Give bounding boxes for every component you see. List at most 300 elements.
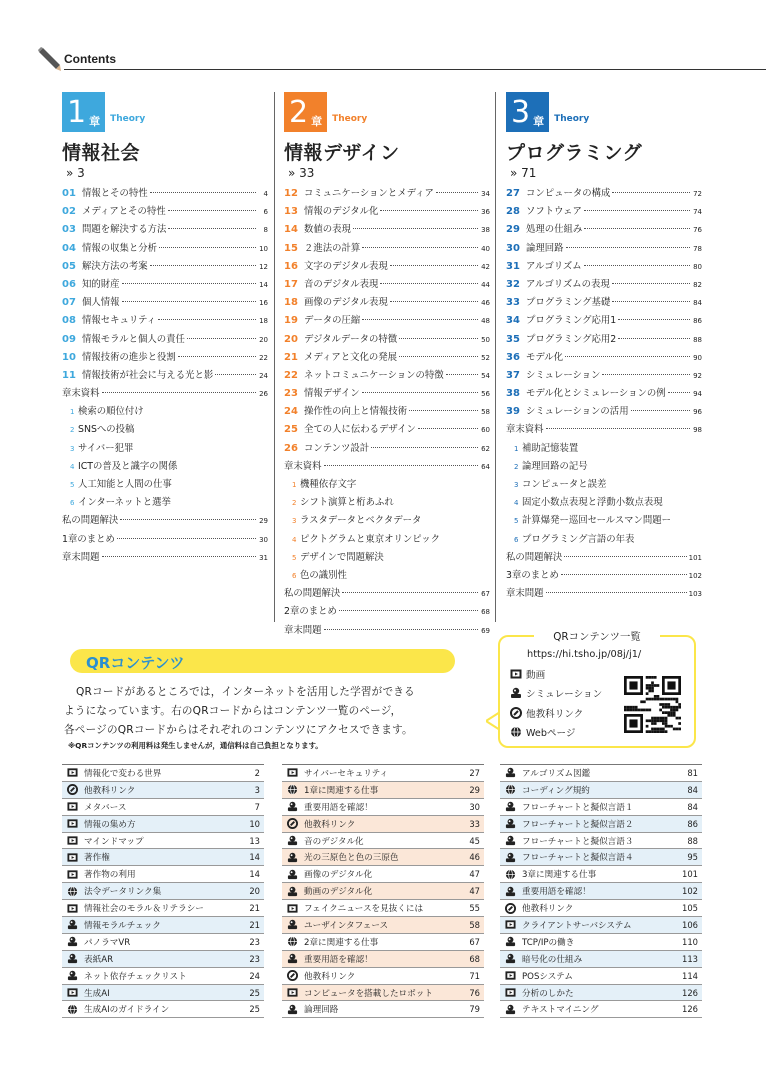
toc-item[interactable] bbox=[506, 349, 702, 367]
qr-table-row[interactable] bbox=[62, 782, 264, 799]
chapter-suffix: 章 bbox=[311, 115, 323, 128]
toc-item[interactable] bbox=[506, 331, 702, 349]
toc-item-page: 50 bbox=[481, 335, 490, 344]
toc-item-title: 問題を解決する方法 bbox=[82, 224, 167, 236]
toc-item[interactable] bbox=[284, 240, 490, 258]
toc-item-page: 42 bbox=[481, 262, 490, 271]
toc-item-number: 29 bbox=[506, 224, 520, 236]
theory-label: Theory bbox=[554, 114, 590, 124]
toc-item-page: 10 bbox=[259, 244, 268, 253]
qr-table-row[interactable] bbox=[282, 866, 484, 883]
toc-item-number: 17 bbox=[284, 278, 298, 290]
toc-item-title: モデル化 bbox=[526, 351, 564, 363]
toc-item-title: 情報セキュリティ bbox=[82, 315, 157, 327]
toc-item-page: 16 bbox=[259, 299, 268, 308]
leader-dots bbox=[546, 592, 687, 593]
toc-item-number: 33 bbox=[506, 297, 520, 309]
video-icon bbox=[286, 987, 299, 998]
qr-item-page: 21 bbox=[249, 919, 260, 930]
qr-item-page: 13 bbox=[249, 835, 260, 846]
toc-item-title: プログラミング応用2 bbox=[526, 333, 617, 345]
qr-description bbox=[64, 683, 484, 740]
qr-table-row[interactable] bbox=[62, 816, 264, 833]
leader-dots bbox=[409, 410, 478, 411]
toc-item-page: 34 bbox=[481, 190, 490, 198]
toc-item[interactable] bbox=[62, 203, 268, 221]
qr-note: ※QRコンテンツの利用料は発生しませんが，通信料は自己負担となります。 bbox=[68, 741, 323, 750]
toc-item-title: アルゴリズム bbox=[526, 260, 582, 272]
toc-item-number: 36 bbox=[506, 351, 520, 363]
qr-code-image[interactable] bbox=[624, 676, 681, 733]
toc-item-page: 84 bbox=[693, 299, 702, 308]
toc-item-title: ネットコミュニケーションの特徴 bbox=[304, 369, 444, 381]
web-icon bbox=[286, 936, 299, 947]
qr-item-name: ユーザインタフェース bbox=[304, 920, 389, 931]
leader-dots bbox=[566, 247, 690, 248]
qr-table-row[interactable] bbox=[500, 985, 702, 1002]
qr-item-name: クライアントサーバシステム bbox=[522, 920, 632, 931]
leader-dots bbox=[390, 301, 478, 302]
qr-item-page: 33 bbox=[469, 818, 480, 829]
leader-dots bbox=[159, 247, 256, 248]
toc-item[interactable] bbox=[506, 185, 702, 203]
toc-sub-title: 検索の順位付け bbox=[78, 406, 144, 418]
toc-sub-item[interactable] bbox=[62, 440, 268, 458]
qr-table-row[interactable] bbox=[500, 849, 702, 866]
toc-item[interactable] bbox=[62, 312, 268, 330]
toc-item-number: 06 bbox=[62, 278, 76, 290]
toc-tail-item[interactable] bbox=[284, 585, 490, 603]
qr-item-page: 126 bbox=[682, 1004, 698, 1015]
toc-tail-page: 103 bbox=[688, 590, 702, 599]
video-icon bbox=[66, 818, 79, 829]
qr-item-page: 105 bbox=[682, 903, 698, 914]
qr-item-page: 25 bbox=[249, 987, 260, 998]
leader-dots bbox=[371, 447, 478, 448]
qr-item-page: 29 bbox=[469, 784, 480, 795]
qr-item-name: 法令データリンク集 bbox=[84, 887, 162, 898]
toc-sub-item[interactable] bbox=[62, 476, 268, 494]
leader-dots bbox=[122, 283, 256, 284]
qr-table-row[interactable] bbox=[282, 765, 484, 782]
toc-materials-page: 64 bbox=[481, 462, 490, 471]
toc-materials[interactable] bbox=[62, 385, 268, 403]
toc-sub-item[interactable] bbox=[284, 531, 490, 549]
leader-dots bbox=[584, 265, 690, 266]
toc-tail-item[interactable] bbox=[62, 549, 268, 567]
toc-sub-number: 4 bbox=[292, 535, 297, 544]
qr-item-page: 102 bbox=[682, 886, 698, 897]
toc-item[interactable] bbox=[62, 276, 268, 294]
simulation-icon bbox=[286, 953, 299, 964]
toc-sub-number: 4 bbox=[70, 462, 75, 471]
toc-tail-item[interactable] bbox=[284, 603, 490, 621]
toc-sub-title: プログラミング言語の年表 bbox=[522, 533, 635, 545]
qr-item-page: 79 bbox=[469, 1004, 480, 1015]
toc-item[interactable] bbox=[284, 440, 490, 458]
leader-dots bbox=[612, 283, 690, 284]
qr-table-row[interactable] bbox=[500, 816, 702, 833]
qr-item-page: 2 bbox=[254, 767, 260, 778]
qr-table-row[interactable] bbox=[500, 782, 702, 799]
qr-table-row[interactable] bbox=[282, 816, 484, 833]
qr-item-name: 情報社会のモラル＆リテラシー bbox=[84, 904, 204, 915]
header-rule bbox=[64, 69, 766, 70]
leader-dots bbox=[215, 374, 256, 375]
simulation-icon bbox=[286, 835, 299, 846]
qr-table-row[interactable] bbox=[282, 934, 484, 951]
toc-tail-item[interactable] bbox=[506, 549, 702, 567]
toc-item[interactable] bbox=[62, 331, 268, 349]
qr-item-page: 20 bbox=[249, 886, 260, 897]
qr-item-name: 重要用語を確認！ bbox=[522, 887, 591, 898]
toc-sub-title: 論理回路の記号 bbox=[522, 460, 588, 472]
toc-item[interactable] bbox=[506, 240, 702, 258]
qr-table-row[interactable] bbox=[500, 866, 702, 883]
qr-item-page: 7 bbox=[254, 801, 260, 812]
chapter-badge bbox=[62, 92, 268, 132]
qr-item-name: 情報化で変わる世界 bbox=[84, 768, 162, 779]
qr-item-page: 67 bbox=[469, 936, 480, 947]
toc-sub-item[interactable] bbox=[506, 440, 702, 458]
toc-sub-item[interactable] bbox=[62, 494, 268, 512]
legend-item bbox=[510, 703, 602, 723]
qr-table-row[interactable] bbox=[62, 849, 264, 866]
toc-item-number: 10 bbox=[62, 351, 76, 363]
toc-item-page: 62 bbox=[481, 444, 490, 453]
qr-table-row[interactable] bbox=[282, 968, 484, 985]
qr-item-name: 音のデジタル化 bbox=[304, 836, 364, 847]
toc-materials-title: 章末資料 bbox=[284, 460, 322, 472]
qr-table-row[interactable] bbox=[282, 883, 484, 900]
qr-table-row[interactable] bbox=[62, 799, 264, 816]
qr-item-name: コンピュータを搭載したロボット bbox=[304, 988, 433, 999]
simulation-icon bbox=[510, 687, 522, 699]
toc-item-number: 20 bbox=[284, 333, 298, 345]
qr-table-row[interactable] bbox=[282, 849, 484, 866]
toc-item-page: 6 bbox=[263, 208, 268, 217]
qr-table-row[interactable] bbox=[500, 799, 702, 816]
toc-item[interactable] bbox=[506, 203, 702, 221]
toc-sub-item[interactable] bbox=[506, 494, 702, 512]
toc-tail-page: 67 bbox=[481, 590, 490, 599]
qr-table-row[interactable] bbox=[500, 900, 702, 917]
qr-table-row[interactable] bbox=[62, 765, 264, 782]
toc-sub-item[interactable] bbox=[506, 512, 702, 530]
toc-item-page: 40 bbox=[481, 244, 490, 253]
video-icon bbox=[286, 767, 299, 778]
leader-dots bbox=[362, 392, 478, 393]
qr-item-page: 47 bbox=[469, 869, 480, 880]
qr-item-name: ネット依存チェックリスト bbox=[84, 971, 187, 982]
toc-item[interactable] bbox=[506, 367, 702, 385]
simulation-icon bbox=[286, 852, 299, 863]
toc-item[interactable] bbox=[284, 203, 490, 221]
qr-table-row[interactable] bbox=[62, 883, 264, 900]
leader-dots bbox=[564, 556, 686, 557]
toc-sub-title: インターネットと選挙 bbox=[78, 497, 171, 509]
toc-item-title: 解決方法の考案 bbox=[82, 260, 148, 272]
toc-item[interactable] bbox=[284, 294, 490, 312]
qr-table-row[interactable] bbox=[282, 833, 484, 850]
toc-item-number: 22 bbox=[284, 369, 298, 381]
toc-item[interactable] bbox=[284, 258, 490, 276]
toc-item-page: 76 bbox=[693, 226, 702, 235]
toc-item[interactable] bbox=[284, 185, 490, 203]
simulation-icon bbox=[504, 936, 517, 947]
toc-item[interactable] bbox=[62, 221, 268, 239]
toc-tail-item[interactable] bbox=[506, 567, 702, 585]
qr-url[interactable]: https://hi.tsho.jp/08j/j1/ bbox=[527, 649, 642, 660]
toc-tail-title: 2章のまとめ bbox=[284, 606, 337, 618]
qr-item-name: 他教科リンク bbox=[522, 904, 574, 915]
toc-item-page: 48 bbox=[481, 317, 490, 326]
leader-dots bbox=[436, 192, 478, 193]
qr-item-page: 14 bbox=[249, 869, 260, 880]
qr-item-page: 84 bbox=[687, 801, 698, 812]
leader-dots bbox=[362, 247, 478, 248]
link-icon bbox=[510, 707, 522, 719]
toc-item-number: 15 bbox=[284, 242, 298, 254]
qr-table-row[interactable] bbox=[500, 934, 702, 951]
toc-item-number: 30 bbox=[506, 242, 520, 254]
qr-item-page: 25 bbox=[249, 1004, 260, 1015]
qr-item-page: 24 bbox=[249, 970, 260, 981]
toc-item[interactable] bbox=[506, 312, 702, 330]
simulation-icon bbox=[504, 886, 517, 897]
qr-table-row[interactable] bbox=[62, 985, 264, 1002]
qr-item-page: 68 bbox=[469, 953, 480, 964]
toc-item[interactable] bbox=[62, 258, 268, 276]
chapter-title: プログラミング bbox=[506, 142, 643, 164]
chapter-start-page: » 71 bbox=[510, 166, 537, 180]
qr-item-page: 30 bbox=[469, 801, 480, 812]
leader-dots bbox=[612, 192, 690, 193]
toc-sub-item[interactable] bbox=[284, 476, 490, 494]
toc-sub-number: 2 bbox=[514, 462, 519, 471]
qr-table-row[interactable] bbox=[500, 917, 702, 934]
column-divider bbox=[495, 92, 496, 622]
qr-item-page: 71 bbox=[469, 970, 480, 981]
legend-label: Webページ bbox=[526, 728, 576, 740]
toc-item[interactable] bbox=[284, 349, 490, 367]
toc-item-title: 情報の収集と分析 bbox=[82, 242, 158, 254]
qr-table-row[interactable] bbox=[500, 833, 702, 850]
toc-item[interactable] bbox=[506, 385, 702, 403]
qr-table-row[interactable] bbox=[282, 985, 484, 1002]
simulation-icon bbox=[66, 919, 79, 930]
toc-tail-title: 私の問題解決 bbox=[284, 588, 341, 600]
toc-item-title: 論理回路 bbox=[526, 242, 564, 254]
leader-dots bbox=[150, 265, 256, 266]
toc-sub-title: 機種依存文字 bbox=[300, 479, 357, 490]
qr-item-page: 76 bbox=[469, 987, 480, 998]
video-icon bbox=[286, 903, 299, 914]
simulation-icon bbox=[504, 818, 517, 829]
simulation-icon bbox=[286, 1004, 299, 1015]
toc-item-number: 24 bbox=[284, 406, 298, 418]
toc-item[interactable] bbox=[284, 331, 490, 349]
legend-item bbox=[510, 723, 602, 743]
qr-table-row[interactable] bbox=[500, 968, 702, 985]
simulation-icon bbox=[504, 801, 517, 812]
toc-sub-number: 2 bbox=[292, 499, 297, 508]
toc-item[interactable] bbox=[62, 349, 268, 367]
toc-sub-item[interactable] bbox=[284, 549, 490, 567]
toc-tail-title: 章末問題 bbox=[62, 551, 100, 563]
toc-materials[interactable] bbox=[506, 421, 702, 439]
toc-item[interactable] bbox=[284, 221, 490, 239]
toc-item[interactable] bbox=[506, 221, 702, 239]
toc-item-number: 34 bbox=[506, 315, 520, 327]
toc-sub-item[interactable] bbox=[284, 512, 490, 530]
chapter-3 bbox=[506, 92, 702, 622]
leader-dots bbox=[399, 356, 478, 357]
toc-item-number: 02 bbox=[62, 206, 76, 218]
toc-sub-item[interactable] bbox=[506, 458, 702, 476]
qr-table-row[interactable] bbox=[282, 782, 484, 799]
toc-item[interactable] bbox=[506, 258, 702, 276]
toc-sub-item[interactable] bbox=[506, 476, 702, 494]
video-icon bbox=[504, 987, 517, 998]
toc-sub-title: デザインで問題解決 bbox=[300, 551, 384, 563]
leader-dots bbox=[546, 428, 690, 429]
toc-item[interactable] bbox=[284, 367, 490, 385]
toc-item[interactable] bbox=[506, 276, 702, 294]
toc-item-page: 94 bbox=[693, 390, 702, 399]
toc-tail-page: 69 bbox=[481, 626, 490, 635]
qr-item-page: 21 bbox=[249, 903, 260, 914]
toc-tail-title: 私の問題解決 bbox=[62, 515, 119, 527]
toc-sub-item[interactable] bbox=[506, 531, 702, 549]
qr-table-row[interactable] bbox=[62, 866, 264, 883]
toc-item-title: 個人情報 bbox=[82, 297, 120, 309]
qr-item-name: 2章に関連する仕事 bbox=[304, 937, 379, 948]
simulation-icon bbox=[504, 852, 517, 863]
leader-dots bbox=[168, 228, 256, 229]
toc-item-title: 知的財産 bbox=[82, 278, 120, 290]
toc-sub-item[interactable] bbox=[62, 421, 268, 439]
leader-dots bbox=[102, 556, 256, 557]
qr-item-name: 画像のデジタル化 bbox=[304, 870, 373, 881]
qr-table-row[interactable] bbox=[62, 917, 264, 934]
toc-sub-item[interactable] bbox=[62, 403, 268, 421]
toc-item-number: 05 bbox=[62, 260, 76, 272]
chapter-number: 1 bbox=[67, 95, 87, 130]
toc-item[interactable] bbox=[506, 294, 702, 312]
toc-item[interactable] bbox=[284, 385, 490, 403]
toc-materials-title: 章末資料 bbox=[62, 388, 100, 400]
toc-item-number: 13 bbox=[284, 206, 298, 218]
qr-table-row[interactable] bbox=[62, 934, 264, 951]
qr-table-row[interactable] bbox=[500, 951, 702, 968]
qr-table-row[interactable] bbox=[282, 900, 484, 917]
chapter-suffix: 章 bbox=[89, 115, 101, 128]
qr-item-page: 113 bbox=[682, 953, 698, 964]
toc-materials[interactable] bbox=[284, 458, 490, 476]
toc-tail-item[interactable] bbox=[284, 622, 490, 640]
chapter-suffix: 章 bbox=[533, 115, 545, 128]
page-header bbox=[36, 44, 766, 74]
toc-item[interactable] bbox=[62, 294, 268, 312]
qr-item-name: パノラマVR bbox=[84, 937, 131, 948]
toc-item-title: メディアと文化の発展 bbox=[304, 351, 397, 363]
toc-item[interactable] bbox=[506, 403, 702, 421]
qr-table-row[interactable] bbox=[282, 1001, 484, 1018]
qr-item-name: アルゴリズム図鑑 bbox=[522, 768, 591, 779]
qr-table-row[interactable] bbox=[62, 833, 264, 850]
toc-tail-item[interactable] bbox=[506, 585, 702, 603]
qr-table-row[interactable] bbox=[62, 951, 264, 968]
toc-sub-number: 1 bbox=[292, 481, 297, 489]
toc-item-page: 90 bbox=[693, 353, 702, 362]
qr-table-row[interactable] bbox=[62, 900, 264, 917]
qr-table-row[interactable] bbox=[500, 883, 702, 900]
qr-item-name: 光の三原色と色の三原色 bbox=[304, 853, 399, 864]
toc-tail-item[interactable] bbox=[62, 512, 268, 530]
qr-item-name: 分析のしかた bbox=[522, 988, 574, 999]
toc-item[interactable] bbox=[284, 421, 490, 439]
qr-table-row[interactable] bbox=[282, 917, 484, 934]
qr-table-row[interactable] bbox=[282, 799, 484, 816]
toc-item-number: 35 bbox=[506, 333, 520, 345]
toc-item[interactable] bbox=[284, 403, 490, 421]
toc-sub-title: シフト演算と桁あふれ bbox=[300, 497, 394, 509]
toc-item-number: 16 bbox=[284, 260, 298, 272]
toc-item-title: ソフトウェア bbox=[526, 206, 582, 218]
leader-dots bbox=[353, 228, 478, 229]
qr-table-row[interactable] bbox=[62, 1001, 264, 1018]
toc-materials-page: 98 bbox=[693, 426, 702, 435]
leader-dots bbox=[117, 538, 256, 539]
qr-item-name: サイバーセキュリティ bbox=[304, 768, 389, 779]
qr-table-row[interactable] bbox=[500, 1001, 702, 1018]
toc-item[interactable] bbox=[62, 367, 268, 385]
simulation-icon bbox=[286, 801, 299, 812]
leader-dots bbox=[618, 319, 690, 320]
toc-sub-title: ラスタデータとベクタデータ bbox=[300, 515, 422, 527]
qr-table-row[interactable] bbox=[500, 765, 702, 782]
toc-list bbox=[284, 185, 490, 640]
toc-item-title: シミュレーションの活用 bbox=[526, 406, 629, 418]
toc-sub-number: 6 bbox=[292, 571, 297, 580]
toc-sub-item[interactable] bbox=[62, 458, 268, 476]
qr-item-name: コーディング規約 bbox=[522, 785, 590, 796]
qr-item-page: 95 bbox=[687, 852, 698, 863]
toc-item-page: 78 bbox=[693, 244, 702, 253]
toc-item[interactable] bbox=[284, 312, 490, 330]
video-icon bbox=[510, 668, 522, 680]
leader-dots bbox=[390, 265, 478, 266]
web-icon bbox=[510, 726, 522, 738]
toc-sub-item[interactable] bbox=[284, 567, 490, 585]
toc-item[interactable] bbox=[284, 276, 490, 294]
video-icon bbox=[66, 801, 79, 812]
chapter-1 bbox=[62, 92, 268, 622]
toc-tail-item[interactable] bbox=[62, 531, 268, 549]
toc-item[interactable] bbox=[62, 185, 268, 203]
toc-sub-item[interactable] bbox=[284, 494, 490, 512]
toc-item[interactable] bbox=[62, 240, 268, 258]
qr-table-row[interactable] bbox=[282, 951, 484, 968]
toc-item-number: 21 bbox=[284, 351, 298, 363]
qr-table-row[interactable] bbox=[62, 968, 264, 985]
toc-item-number: 25 bbox=[284, 424, 298, 436]
video-icon bbox=[504, 919, 517, 930]
legend-label: 他教科リンク bbox=[526, 708, 584, 720]
toc-item-number: 14 bbox=[284, 224, 298, 236]
qr-item-page: 88 bbox=[687, 835, 698, 846]
